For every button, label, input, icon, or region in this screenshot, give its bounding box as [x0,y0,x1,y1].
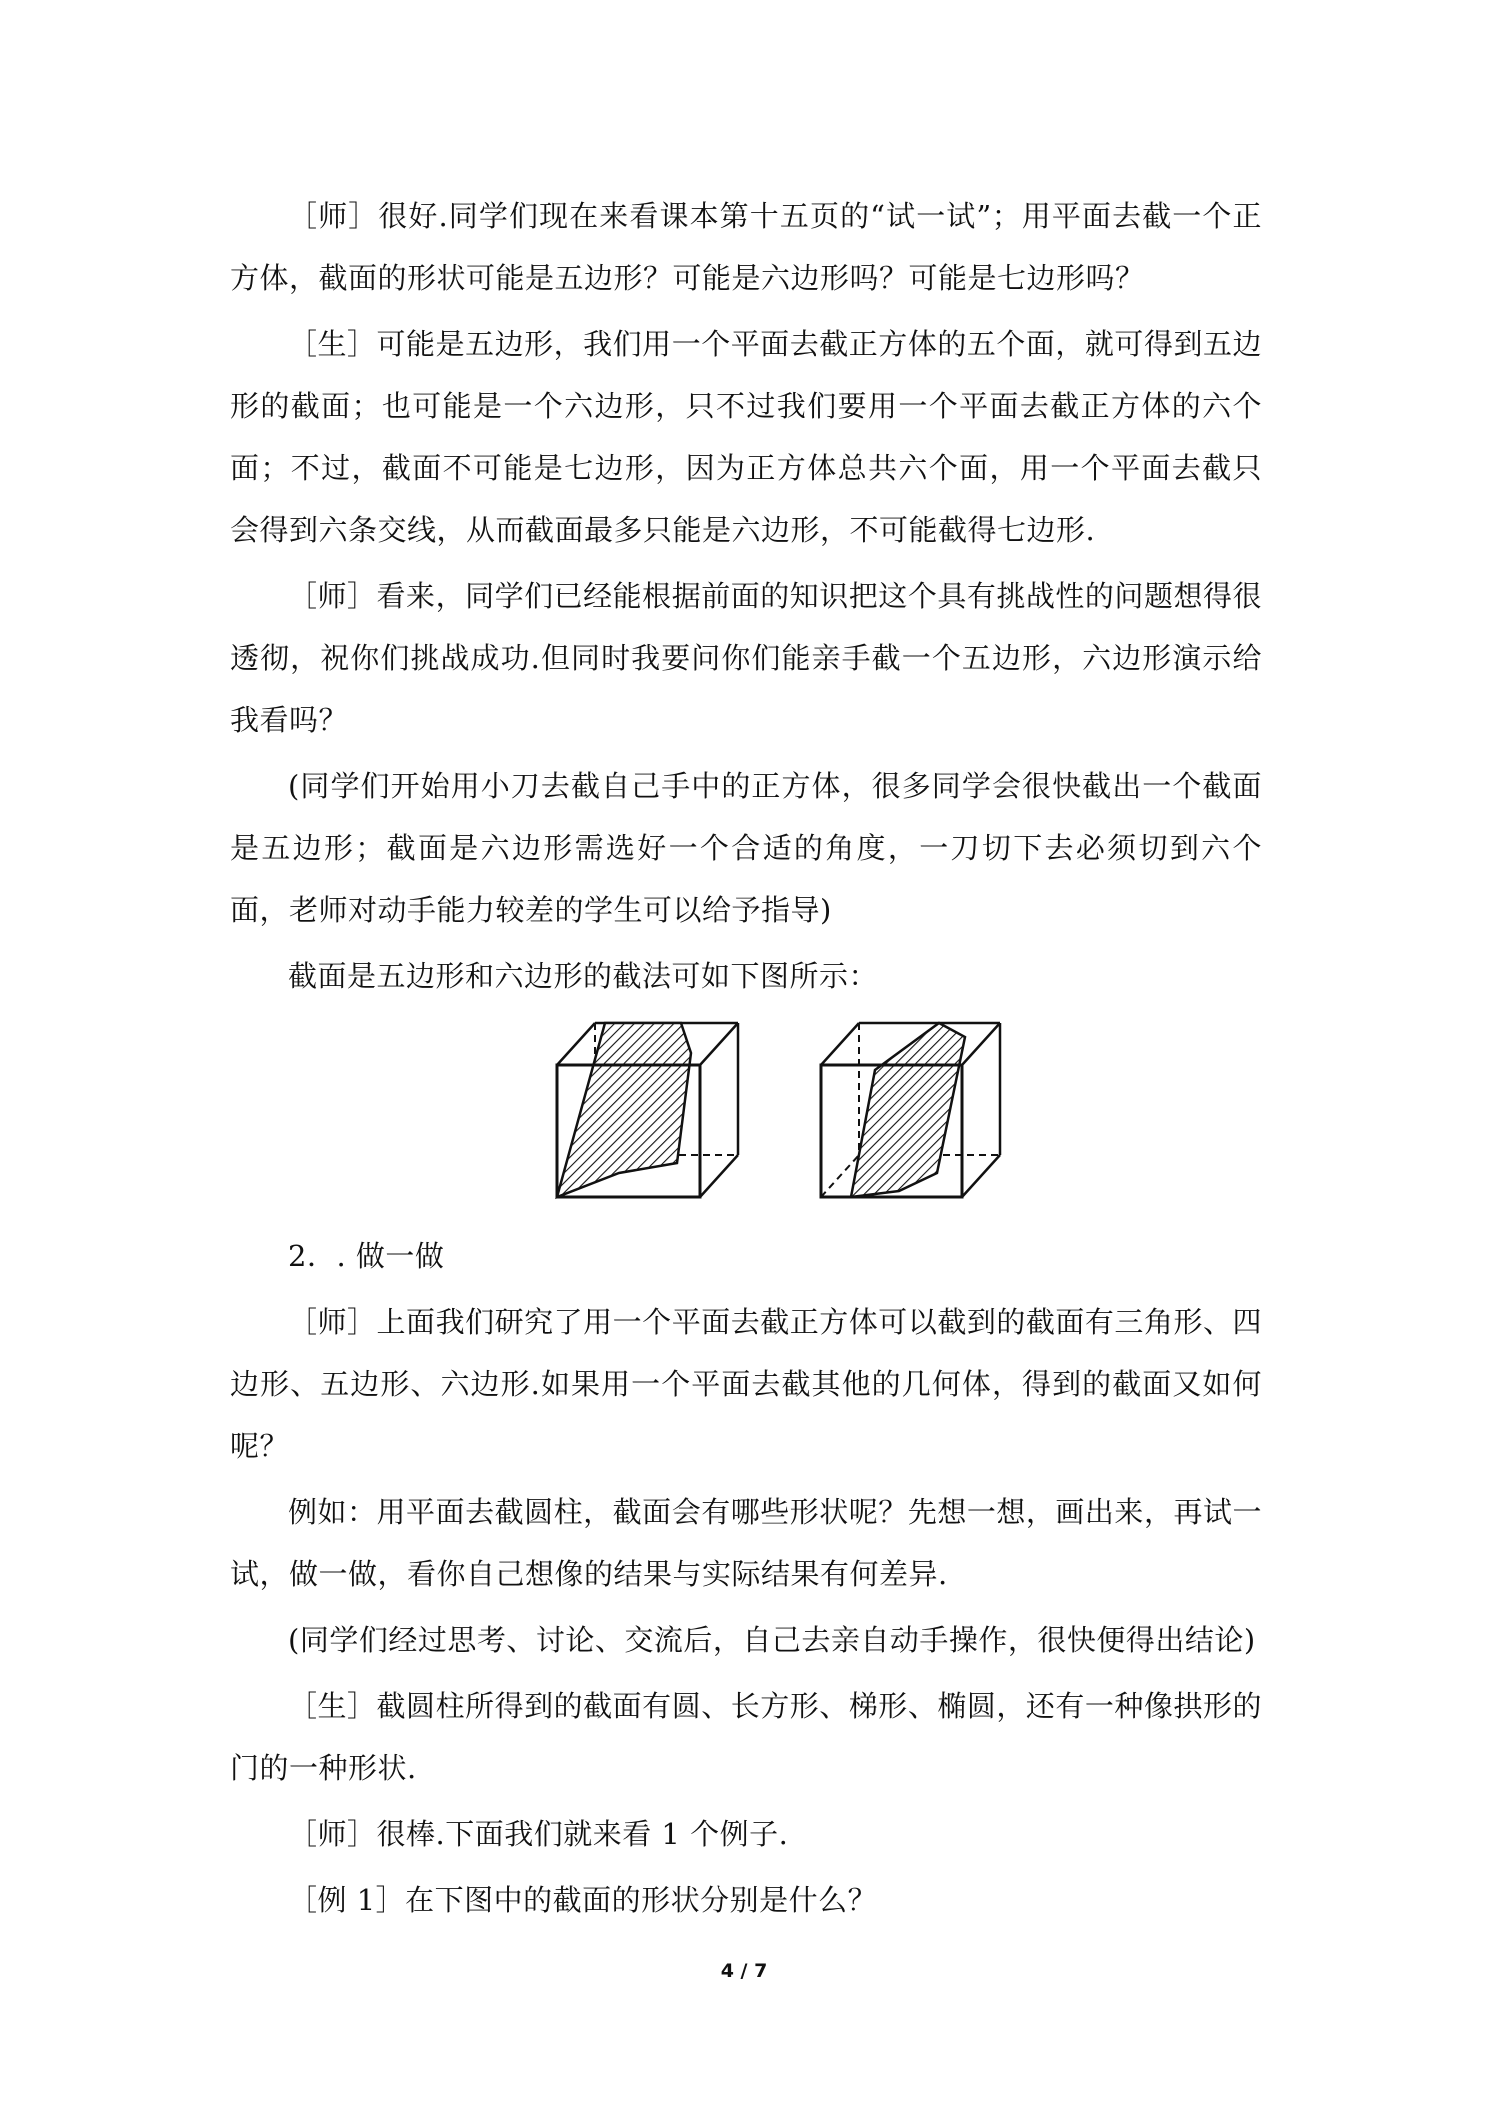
paragraph-activity-note: (同学们开始用小刀去截自己手中的正方体，很多同学会很快截出一个截面是五边形；截面是六边形需选好一个合适的角度，一刀切下去必须切到六个面，老师对动手能力较差的学生可以给予指导) [230,769,1262,927]
paragraph-figure-intro: 截面是五边形和六边形的截法可如下图所示： [288,959,879,993]
hexagon-section-cube [815,1015,1005,1205]
page-content [230,185,1262,1935]
paragraph-activity-note-2: (同学们经过思考、讨论、交流后，自己去亲自动手操作，很快便得出结论) [288,1623,1256,1657]
paragraph-teacher-3: ［师］上面我们研究了用一个平面去截正方体可以截到的截面有三角形、四边形、五边形、六边形.如果用一个平面去截其他的几何体，得到的截面又如何呢？ [230,1305,1262,1463]
paragraph-cylinder-example: 例如：用平面去截圆柱，截面会有哪些形状呢？先想一想，画出来，再试一试，做一做，看你自己想像的结果与实际结果有何差异. [230,1495,1262,1591]
paragraph-student-1: ［生］可能是五边形，我们用一个平面去截正方体的五个面，就可得到五边形的截面；也可能是一个六边形，只不过我们要用一个平面去截正方体的六个面；不过，截面不可能是七边形，因为正方体总共六个面，用一个平面去截只会得到六条交线，从而截面最多只能是六边形，不可能截得七边形. [230,327,1262,547]
paragraph-student-2: ［生］截圆柱所得到的截面有圆、长方形、梯形、椭圆，还有一种像拱形的门的一种形状. [230,1689,1262,1785]
section-heading-do-it: 2．. 做一做 [288,1239,445,1273]
paragraph-teacher-2: ［师］看来，同学们已经能根据前面的知识把这个具有挑战性的问题想得很透彻，祝你们挑战成功.但同时我要问你们能亲手截一个五边形，六边形演示给我看吗？ [230,579,1262,737]
paragraph-teacher-1: ［师］很好.同学们现在来看课本第十五页的“试一试”；用平面去截一个正方体，截面的形状可能是五边形？可能是六边形吗？可能是七边形吗？ [230,199,1262,295]
cube-cross-section-figure [230,1015,1262,1215]
paragraph-example-1: ［例 1］在下图中的截面的形状分别是什么？ [288,1883,878,1917]
page-number: 4 / 7 [720,1960,768,1982]
paragraph-teacher-4: ［师］很棒.下面我们就来看 1 个例子. [288,1817,789,1851]
pentagon-section-cube [553,1015,743,1205]
